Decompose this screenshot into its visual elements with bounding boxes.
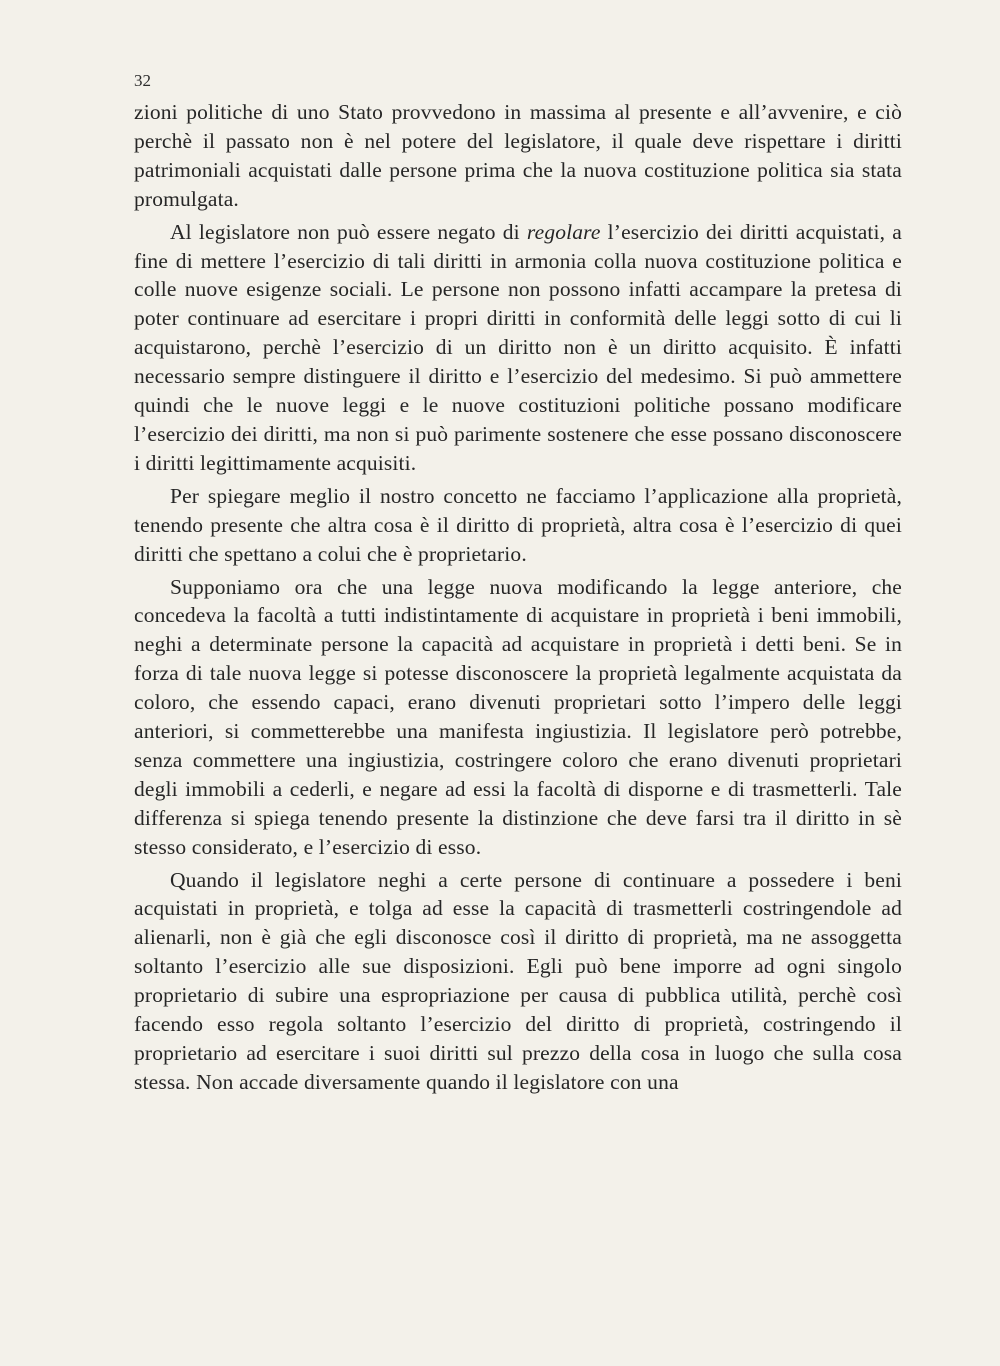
paragraph-continuation: zioni politiche di uno Stato provvedono in massima al presente e all’avvenire, e ciò perchè il passato non è nel potere del legislatore, il quale deve rispettare i diritti patrimoniali acquistati dalle persone prima che la nuova costituzione politica sia stata promulgata. <box>134 100 902 211</box>
paragraph-text-before-italic: Al legislatore non può essere negato di <box>170 219 527 244</box>
italic-word: regolare <box>526 219 601 244</box>
paragraph-quando: Quando il legislatore neghi a certe persone di continuare a possedere i beni acquistati in proprietà, e tolga ad esse la capacità di trasmetterli costringendole ad alienarli, non è già che egli disconosce così il diritto di proprietà, ma ne assoggetta soltanto l’esercizio alle sue disposizioni. Egli può bene imporre ad ogni singolo proprietario di subire una espropriazione per causa di pubblica utilità, perchè così facendo esso regola soltanto l’esercizio del diritto di proprietà, costringendo il proprietario ad esercitare i suoi diritti sul prezzo della cosa in luogo che sulla cosa stessa. Non accade diversamente quando il legislatore con una <box>134 867 902 1094</box>
body-text <box>134 98 902 1097</box>
paragraph-supponiamo: Supponiamo ora che una legge nuova modificando la legge anteriore, che concedeva la facoltà a tutti indistintamente di acquistare in proprietà i beni immobili, neghi a determinate persone la capacità ad acquistare in proprietà i detti beni. Se in forza di tale nuova legge si potesse disconoscere la proprietà legalmente acquistata da coloro, che essendo capaci, erano divenuti proprietari sotto l’impero delle leggi anteriori, si commetterebbe una manifesta ingiustizia. Il legislatore però potrebbe, senza commettere una ingiustizia, costringere coloro che erano divenuti proprietari degli immobili a cederli, e negare ad essi la facoltà di disporne e di trasmetterli. Tale differenza si spiega tenendo presente la distinzione che deve farsi tra il diritto in sè stesso considerato, e l’esercizio di esso. <box>134 574 902 859</box>
paragraph-text-after-italic: l’esercizio dei diritti acquistati, a fine di mettere l’esercizio di tali diritti in armonia colla nuova costituzione politica e colle nuove esigenze sociali. Le persone non possono infatti accampare la pretesa di poter continuare ad esercitare i propri diritti in conformità delle leggi sotto di cui li acquistarono, perchè l’esercizio di un diritto non è un diritto acquisito. È infatti necessario sempre distinguere il diritto e l’esercizio del medesimo. Si può ammettere quindi che le nuove leggi e le nuove costituzioni politiche possano modificare l’esercizio dei diritti, ma non si può parimente sostenere che esse possano disconoscere i diritti legittimamente acquisiti. <box>134 219 902 475</box>
paragraph-proprieta: Per spiegare meglio il nostro concetto ne facciamo l’applicazione alla proprietà, tenendo presente che altra cosa è il diritto di proprietà, altra cosa è l’esercizio di quei diritti che spettano a colui che è proprietario. <box>134 483 902 566</box>
page-number: 32 <box>134 71 151 90</box>
paragraph-regolare <box>134 218 902 478</box>
